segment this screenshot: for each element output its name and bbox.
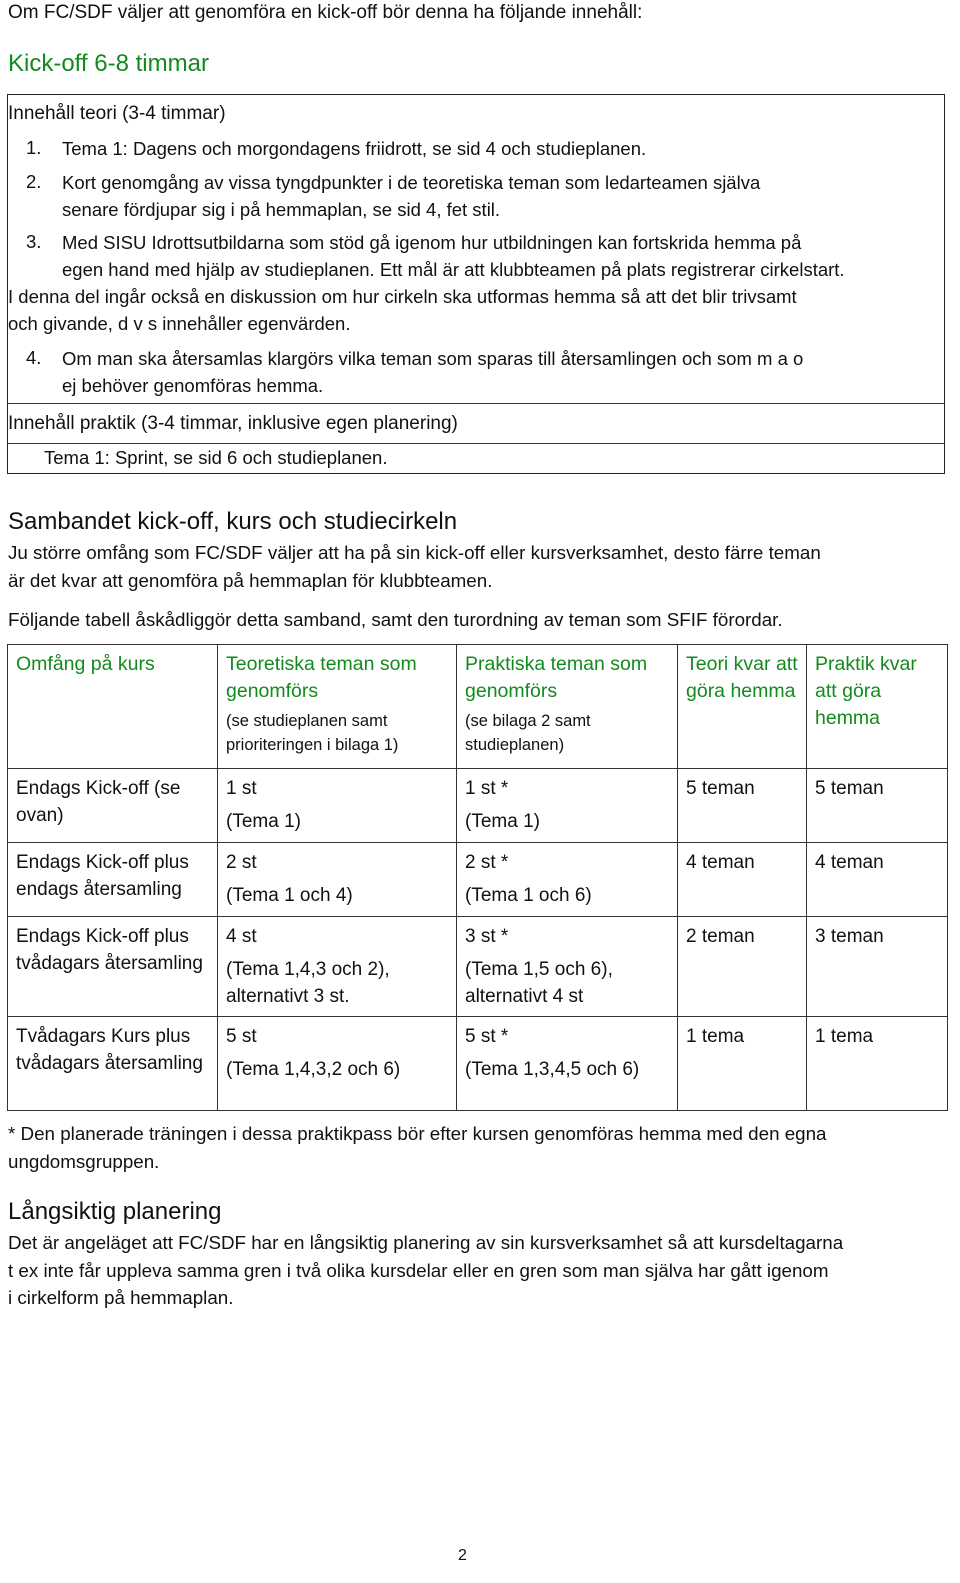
cell-detail: (Tema 1,3,4,5 och 6) xyxy=(465,1059,640,1080)
cell-theory-left: 1 tema xyxy=(678,1017,807,1111)
practice-heading: Innehåll praktik (3-4 timmar, inklusive egen planering) xyxy=(8,413,458,434)
paragraph-line: Det är angeläget att FC/SDF har en långsiktig planering av sin kursverksamhet så att kursdeltagarna xyxy=(8,1232,844,1253)
header-title: Praktik kvar att göra hemma xyxy=(815,653,917,729)
item-line: Kort genomgång av vissa tyngdpunkter i de teoretiska teman som ledarteamen själva xyxy=(62,172,761,193)
table-row xyxy=(8,917,948,1017)
paragraph-line: i cirkelform på hemmaplan. xyxy=(8,1287,234,1308)
relation-paragraph xyxy=(8,539,821,594)
item-number: 4. xyxy=(26,347,42,368)
cell-practice-left: 1 tema xyxy=(807,1017,948,1111)
item-line: och givande, d v s innehåller egenvärden. xyxy=(8,313,351,334)
item-number: 2. xyxy=(26,171,42,192)
practice-item: Tema 1: Sprint, se sid 6 och studieplanen. xyxy=(44,447,388,468)
kickoff-heading: Kick-off 6-8 timmar xyxy=(8,50,209,77)
cell-scope: Endags Kick-off plus tvådagars återsamling xyxy=(8,917,218,1017)
cell-practice xyxy=(457,1017,678,1111)
header-subtitle: (se studieplanen samt prioriteringen i bilaga 1) xyxy=(226,712,399,754)
cell-detail: (Tema 1,5 och 6), alternativt 4 st xyxy=(465,959,613,1007)
cell-detail: (Tema 1) xyxy=(226,811,301,832)
table-header-row xyxy=(8,645,948,769)
cell-count: 2 st xyxy=(226,852,257,873)
header-theory xyxy=(218,645,457,769)
cell-practice-left: 4 teman xyxy=(807,843,948,917)
long-term-heading: Långsiktig planering xyxy=(8,1198,222,1225)
cell-practice xyxy=(457,917,678,1017)
box-divider xyxy=(8,443,944,444)
item-line: egen hand med hjälp av studieplanen. Ett mål är att klubbteamen på plats registrerar cirkelstart. xyxy=(62,259,845,280)
box-divider xyxy=(8,403,944,404)
cell-scope: Endags Kick-off plus endags återsamling xyxy=(8,843,218,917)
cell-count: 5 st * xyxy=(465,1026,509,1047)
cell-theory-left: 5 teman xyxy=(678,769,807,843)
cell-count: 3 st * xyxy=(465,926,509,947)
item-number: 1. xyxy=(26,137,42,158)
table-row xyxy=(8,769,948,843)
table-row xyxy=(8,1017,948,1111)
kickoff-content-box xyxy=(7,94,945,474)
header-practice xyxy=(457,645,678,769)
cell-detail: (Tema 1 och 6) xyxy=(465,885,592,906)
cell-theory-left: 4 teman xyxy=(678,843,807,917)
item-line: Med SISU Idrottsutbildarna som stöd gå igenom hur utbildningen kan fortskrida hemma på xyxy=(62,232,802,253)
cell-practice-left: 3 teman xyxy=(807,917,948,1017)
course-scope-table xyxy=(7,644,948,1111)
cell-detail: (Tema 1) xyxy=(465,811,540,832)
relation-heading: Sambandet kick-off, kurs och studiecirkeln xyxy=(8,508,458,535)
cell-practice xyxy=(457,843,678,917)
long-term-paragraph xyxy=(8,1229,843,1312)
cell-scope: Endags Kick-off (se ovan) xyxy=(8,769,218,843)
paragraph-line: är det kvar att genomföra på hemmaplan för klubbteamen. xyxy=(8,569,493,591)
item-number: 3. xyxy=(26,231,42,252)
footnote-line: * Den planerade träningen i dessa praktikpass bör efter kursen genomföras hemma med den egna xyxy=(8,1123,827,1144)
footnote-line: ungdomsgruppen. xyxy=(8,1150,160,1172)
item-line: Om man ska återsamlas klargörs vilka teman som sparas till återsamlingen och som m a o xyxy=(62,348,804,369)
relation-paragraph-2: Följande tabell åskådliggör detta samband, samt den turordning av teman som SFIF förordar. xyxy=(8,609,783,630)
paragraph-line: t ex inte får uppleva samma gren i två olika kursdelar eller en gren som man själva har gått igenom xyxy=(8,1259,829,1281)
cell-count: 2 st * xyxy=(465,852,509,873)
cell-theory xyxy=(218,1017,457,1111)
header-title: Teoretiska teman som genomförs xyxy=(226,653,417,702)
cell-count: 1 st * xyxy=(465,778,509,799)
cell-detail: (Tema 1 och 4) xyxy=(226,885,353,906)
cell-count: 1 st xyxy=(226,778,257,799)
header-subtitle: (se bilaga 2 samt studieplanen) xyxy=(465,712,591,754)
header-practice-left xyxy=(807,645,948,769)
header-scope xyxy=(8,645,218,769)
cell-theory xyxy=(218,769,457,843)
cell-theory xyxy=(218,917,457,1017)
cell-practice-left: 5 teman xyxy=(807,769,948,843)
page-number: 2 xyxy=(458,1547,467,1564)
cell-theory xyxy=(218,843,457,917)
paragraph-line: Ju större omfång som FC/SDF väljer att ha på sin kick-off eller kursverksamhet, desto färre teman xyxy=(8,542,821,563)
header-title: Teori kvar att göra hemma xyxy=(686,653,798,702)
header-title: Omfång på kurs xyxy=(16,653,155,675)
header-title: Praktiska teman som genomförs xyxy=(465,653,648,702)
cell-detail: (Tema 1,4,3,2 och 6) xyxy=(226,1059,401,1080)
cell-count: 5 st xyxy=(226,1026,257,1047)
cell-detail: (Tema 1,4,3 och 2), alternativt 3 st. xyxy=(226,959,390,1007)
cell-practice xyxy=(457,769,678,843)
item-line: ej behöver genomföras hemma. xyxy=(62,375,324,396)
cell-theory-left: 2 teman xyxy=(678,917,807,1017)
theory-heading: Innehåll teori (3-4 timmar) xyxy=(8,103,226,124)
item-line: senare fördjupar sig i på hemmaplan, se sid 4, fet stil. xyxy=(62,199,501,220)
cell-scope: Tvådagars Kurs plus tvådagars återsamling xyxy=(8,1017,218,1111)
item-line: I denna del ingår också en diskussion om hur cirkeln ska utformas hemma så att det blir trivsamt xyxy=(8,286,797,307)
cell-count: 4 st xyxy=(226,926,257,947)
table-row xyxy=(8,843,948,917)
intro-text: Om FC/SDF väljer att genomföra en kick-off bör denna ha följande innehåll: xyxy=(8,2,643,23)
header-theory-left xyxy=(678,645,807,769)
table-footnote xyxy=(8,1120,827,1175)
item-line: Tema 1: Dagens och morgondagens friidrott, se sid 4 och studieplanen. xyxy=(62,138,647,159)
